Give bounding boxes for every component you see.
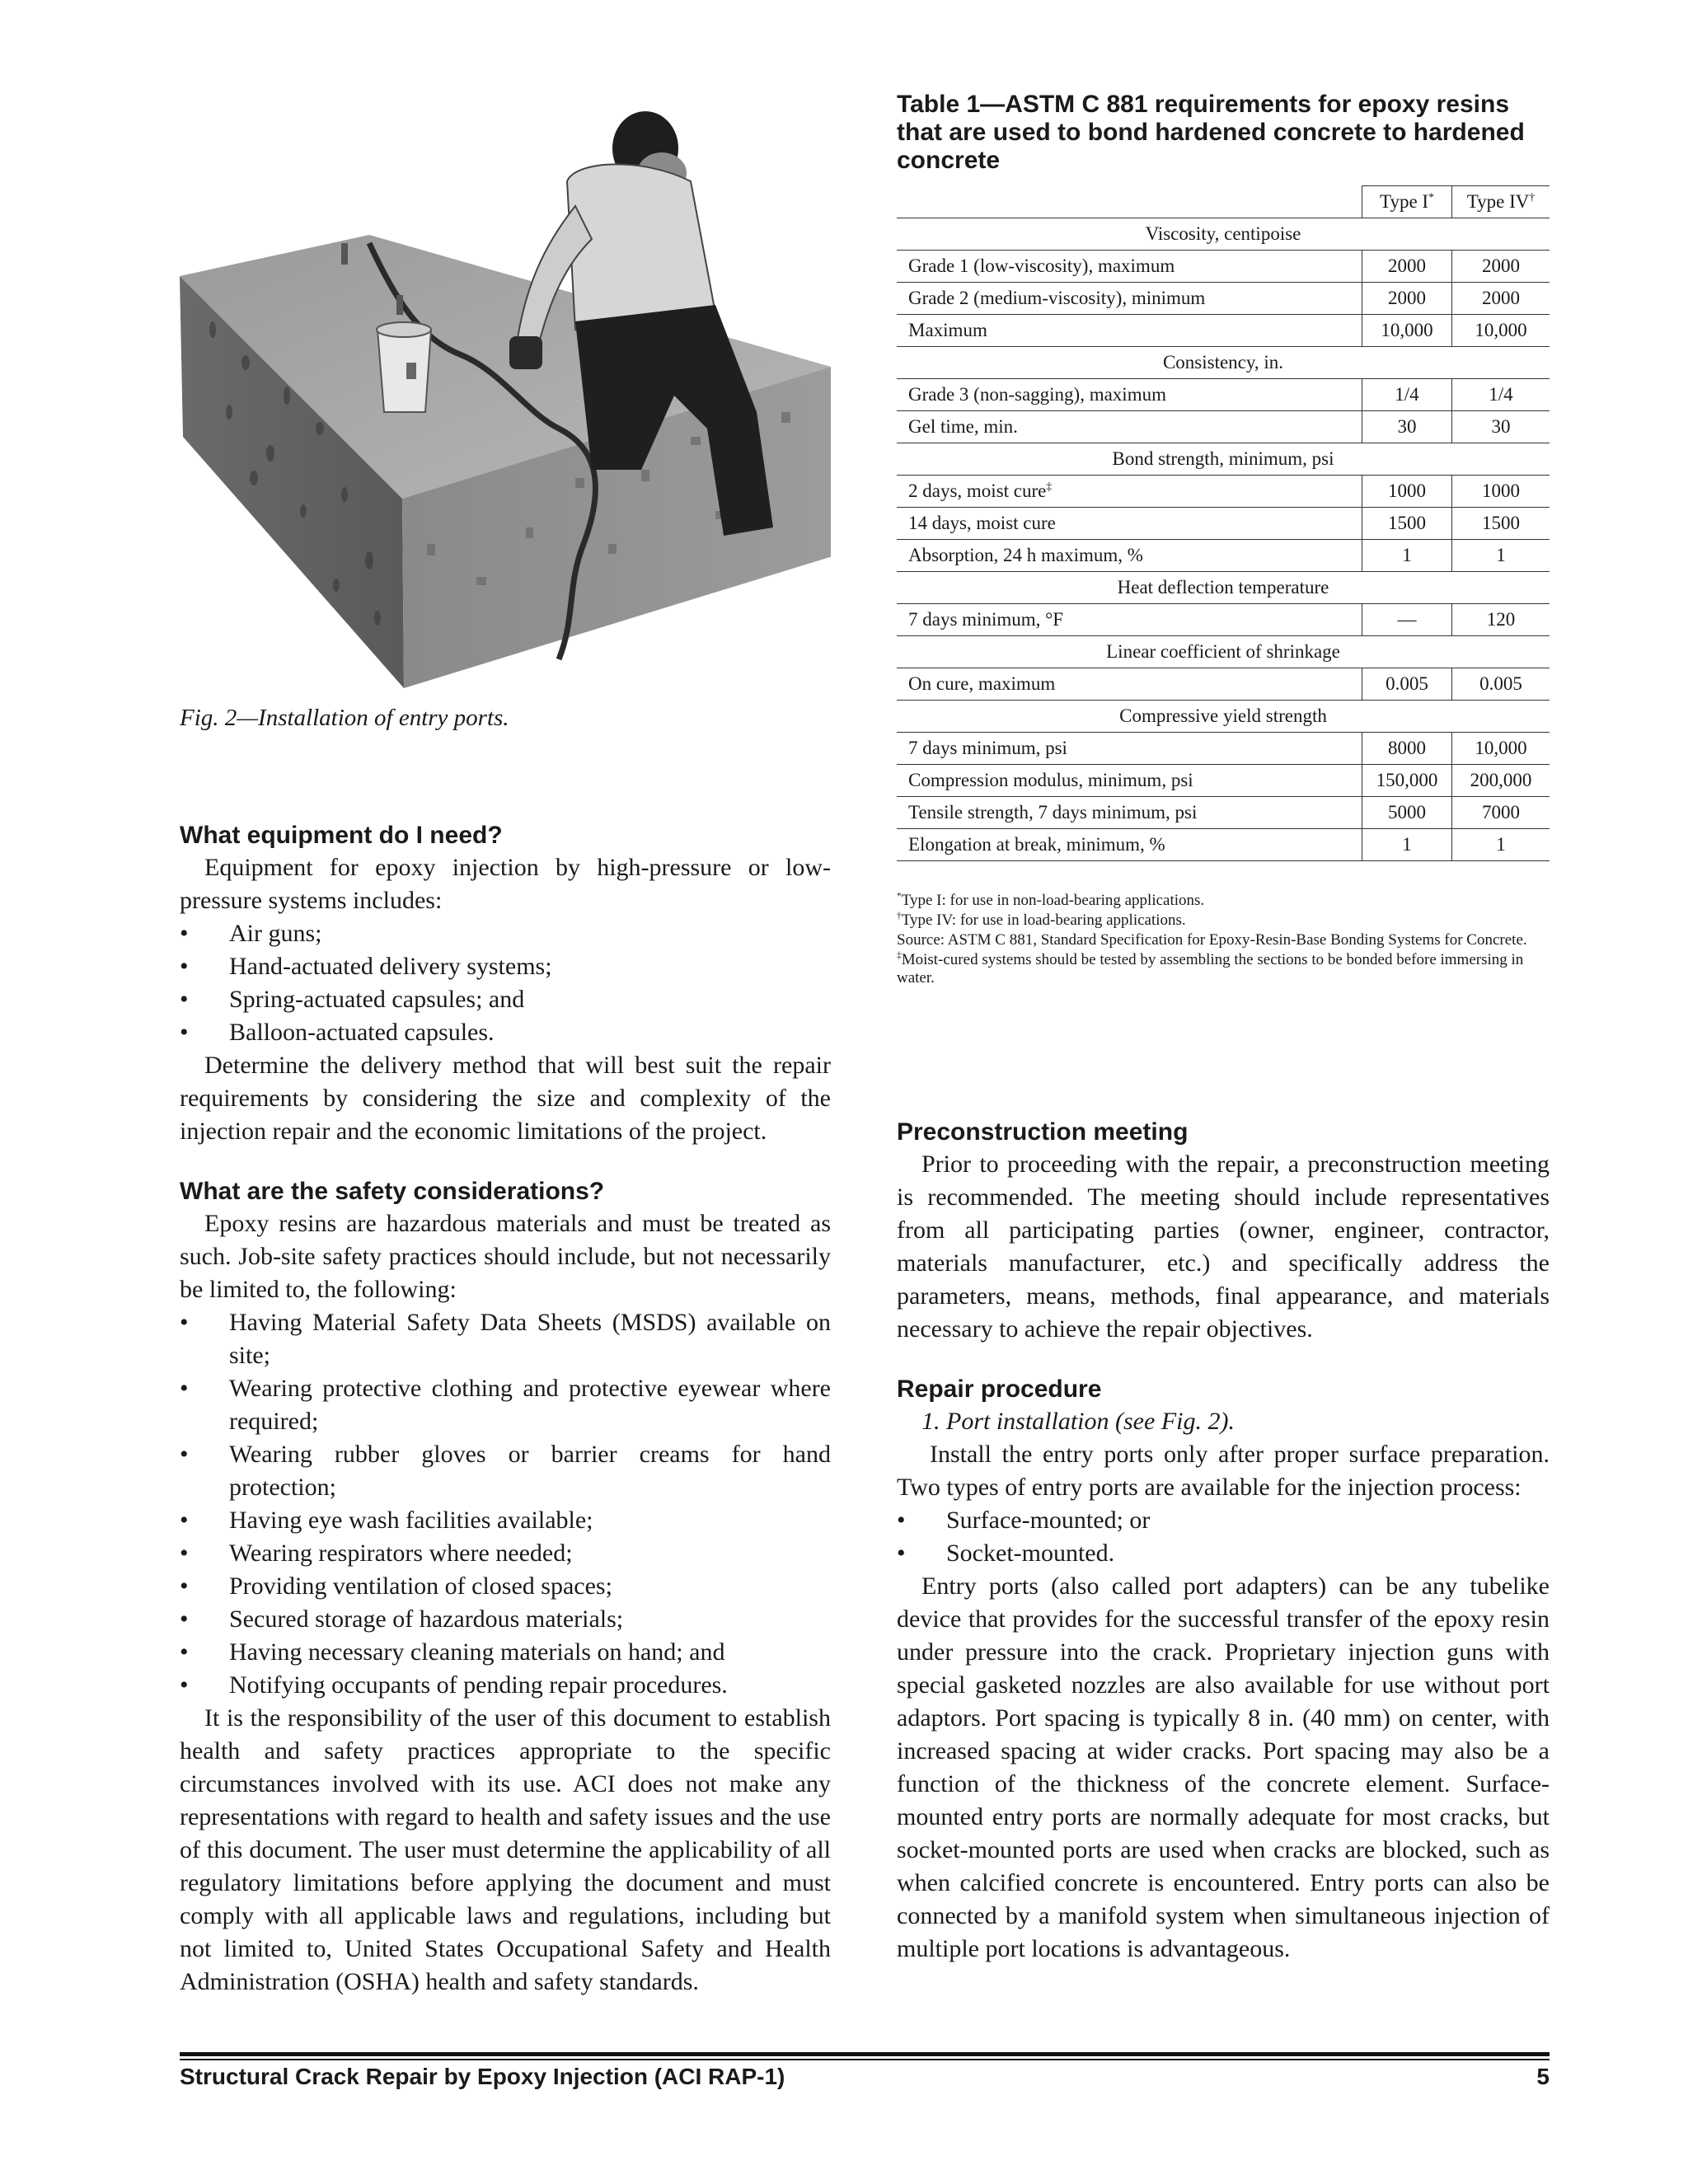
table-row: Gel time, min. 30 30 (897, 411, 1550, 443)
footnote: ‡Moist-cured systems should be tested by assembling the sections to be bonded before immersing in water. (897, 950, 1524, 987)
group-heading: Heat deflection temperature (897, 572, 1550, 604)
safety-heading: What are the safety considerations? (180, 1178, 605, 1205)
repair-p2: Entry ports (also called port adapters) can be any tubelike device that provides for the successful transfer of the epoxy resin under pressure into the crack. Proprietary injection guns with special gasketed nozzles are also available for use without port adaptors. Port spacing is typically 8 in. (40 mm) on center, with increased spacing at wider cracks. Port spacing may also be a function of the thickness of the concrete element. Surface-mounted entry ports are normally adequate for most cracks, but socket-mounted ports are used when cracks are blocked, such as when calcified concrete is encountered. Entry ports can also be connected by a manifold system when simultaneous injection of multiple port locations is advantageous. (897, 1572, 1550, 1962)
list-item: • Air guns; (180, 917, 831, 950)
left-column (180, 820, 831, 1999)
footnote: *Type I: for use in non-load-bearing applications. (897, 891, 1205, 909)
safety-intro: Epoxy resins are hazardous materials and must be treated as such. Job-site safety practices should include, but not necessarily be limited to, the following: (180, 1210, 831, 1303)
table-row: 2 days, moist cure‡ 1000 1000 (897, 476, 1550, 508)
footer-rule-thin (180, 2059, 1550, 2060)
table-row: Absorption, 24 h maximum, % 1 1 (897, 540, 1550, 572)
table-row: 7 days minimum, °F — 120 (897, 604, 1550, 636)
precon-heading: Preconstruction meeting (897, 1118, 1189, 1146)
list-item: • Surface-mounted; or (897, 1504, 1550, 1537)
list-item: • Hand-actuated delivery systems; (180, 950, 831, 983)
header-type-iv: Type IV† (1452, 186, 1550, 218)
entry-port-1 (341, 243, 348, 265)
safety-list (180, 1306, 831, 1702)
group-heading: Compressive yield strength (897, 701, 1550, 733)
table-row: 14 days, moist cure 1500 1500 (897, 508, 1550, 540)
port-types-list (897, 1504, 1550, 1570)
list-item: • Wearing rubber gloves or barrier creams for hand protection; (180, 1438, 831, 1504)
figure-illustration (180, 82, 831, 701)
table-row: Grade 1 (low-viscosity), maximum 2000 2000 (897, 251, 1550, 283)
list-item: • Spring-actuated capsules; and (180, 983, 831, 1016)
group-heading: Bond strength, minimum, psi (897, 443, 1550, 476)
header-blank (897, 186, 1362, 218)
concrete-slab-illustration (180, 82, 831, 701)
repair-step: 1. Port installation (see Fig. 2). (921, 1408, 1235, 1435)
repair-heading: Repair procedure (897, 1376, 1102, 1403)
list-item: • Balloon-actuated capsules. (180, 1016, 831, 1049)
table-row: Grade 3 (non-sagging), maximum 1/4 1/4 (897, 379, 1550, 411)
figure-caption: Fig. 2—Installation of entry ports. (180, 705, 509, 731)
entry-port-2 (396, 295, 403, 315)
epoxy-bucket (377, 330, 431, 412)
list-item: • Wearing protective clothing and protective eyewear where required; (180, 1372, 831, 1438)
list-item: • Having eye wash facilities available; (180, 1504, 831, 1537)
table-row: Maximum 10,000 10,000 (897, 315, 1550, 347)
list-item: • Secured storage of hazardous materials; (180, 1603, 831, 1636)
table-row: Elongation at break, minimum, % 1 1 (897, 829, 1550, 861)
table-row: 7 days minimum, psi 8000 10,000 (897, 733, 1550, 765)
table-row: Compression modulus, minimum, psi 150,000 200,000 (897, 765, 1550, 797)
equipment-heading: What equipment do I need? (180, 822, 503, 849)
equipment-closing: Determine the delivery method that will best suit the repair requirements by considering the size and complexity of the injection repair and the economic limitations of the project. (180, 1052, 831, 1145)
table-row: Tensile strength, 7 days minimum, psi 5000 7000 (897, 797, 1550, 829)
group-heading: Linear coefficient of shrinkage (897, 636, 1550, 668)
list-item: • Socket-mounted. (897, 1537, 1550, 1570)
group-heading: Viscosity, centipoise (897, 218, 1550, 251)
footnote: †Type IV: for use in load-bearing applications. (897, 911, 1186, 929)
table-row: On cure, maximum 0.005 0.005 (897, 668, 1550, 701)
right-column (897, 1117, 1550, 1966)
list-item: • Having necessary cleaning materials on hand; and (180, 1636, 831, 1669)
table-footnotes (897, 892, 1550, 989)
equipment-list (180, 917, 831, 1049)
list-item: • Providing ventilation of closed spaces; (180, 1570, 831, 1603)
footnote: Source: ASTM C 881, Standard Specification for Epoxy-Resin-Base Bonding Systems for Concrete. (897, 931, 1527, 949)
equipment-intro: Equipment for epoxy injection by high-pressure or low-pressure systems includes: (180, 854, 831, 914)
list-item: • Notifying occupants of pending repair procedures. (180, 1669, 831, 1702)
repair-p1: Install the entry ports only after proper surface preparation. Two types of entry ports are available for the injection process: (897, 1441, 1550, 1501)
table-row: Grade 2 (medium-viscosity), minimum 2000 2000 (897, 283, 1550, 315)
footer-rule (180, 2052, 1550, 2056)
list-item: • Wearing respirators where needed; (180, 1537, 831, 1570)
list-item: • Having Material Safety Data Sheets (MSDS) available on site; (180, 1306, 831, 1372)
astm-requirements-table (897, 185, 1550, 861)
page-number: 5 (1536, 2064, 1550, 2089)
footer-title: Structural Crack Repair by Epoxy Injection (ACI RAP-1) (180, 2064, 785, 2089)
safety-closing: It is the responsibility of the user of this document to establish health and safety practices appropriate to the specific circumstances involved with its use. ACI does not make any representations with regard to health and safety issues and the use of this document. The user must determine the applicability of all regulatory limitations before applying the document and must comply with all applicable laws and regulations, including but not limited to, United States Occupational Safety and Health Administration (OSHA) health and safety standards. (180, 1704, 831, 1995)
group-heading: Consistency, in. (897, 347, 1550, 379)
table-title: Table 1—ASTM C 881 requirements for epoxy resins that are used to bond hardened concrete to hardened concrete (897, 91, 1525, 174)
precon-body: Prior to proceeding with the repair, a preconstruction meeting is recommended. The meeting should include representatives from all participating parties (owner, engineer, contractor, materials manufacturer, etc.) and specifically address the parameters, means, methods, final appearance, and materials necessary to achieve the repair objectives. (897, 1151, 1550, 1343)
header-type-i: Type I* (1362, 186, 1452, 218)
